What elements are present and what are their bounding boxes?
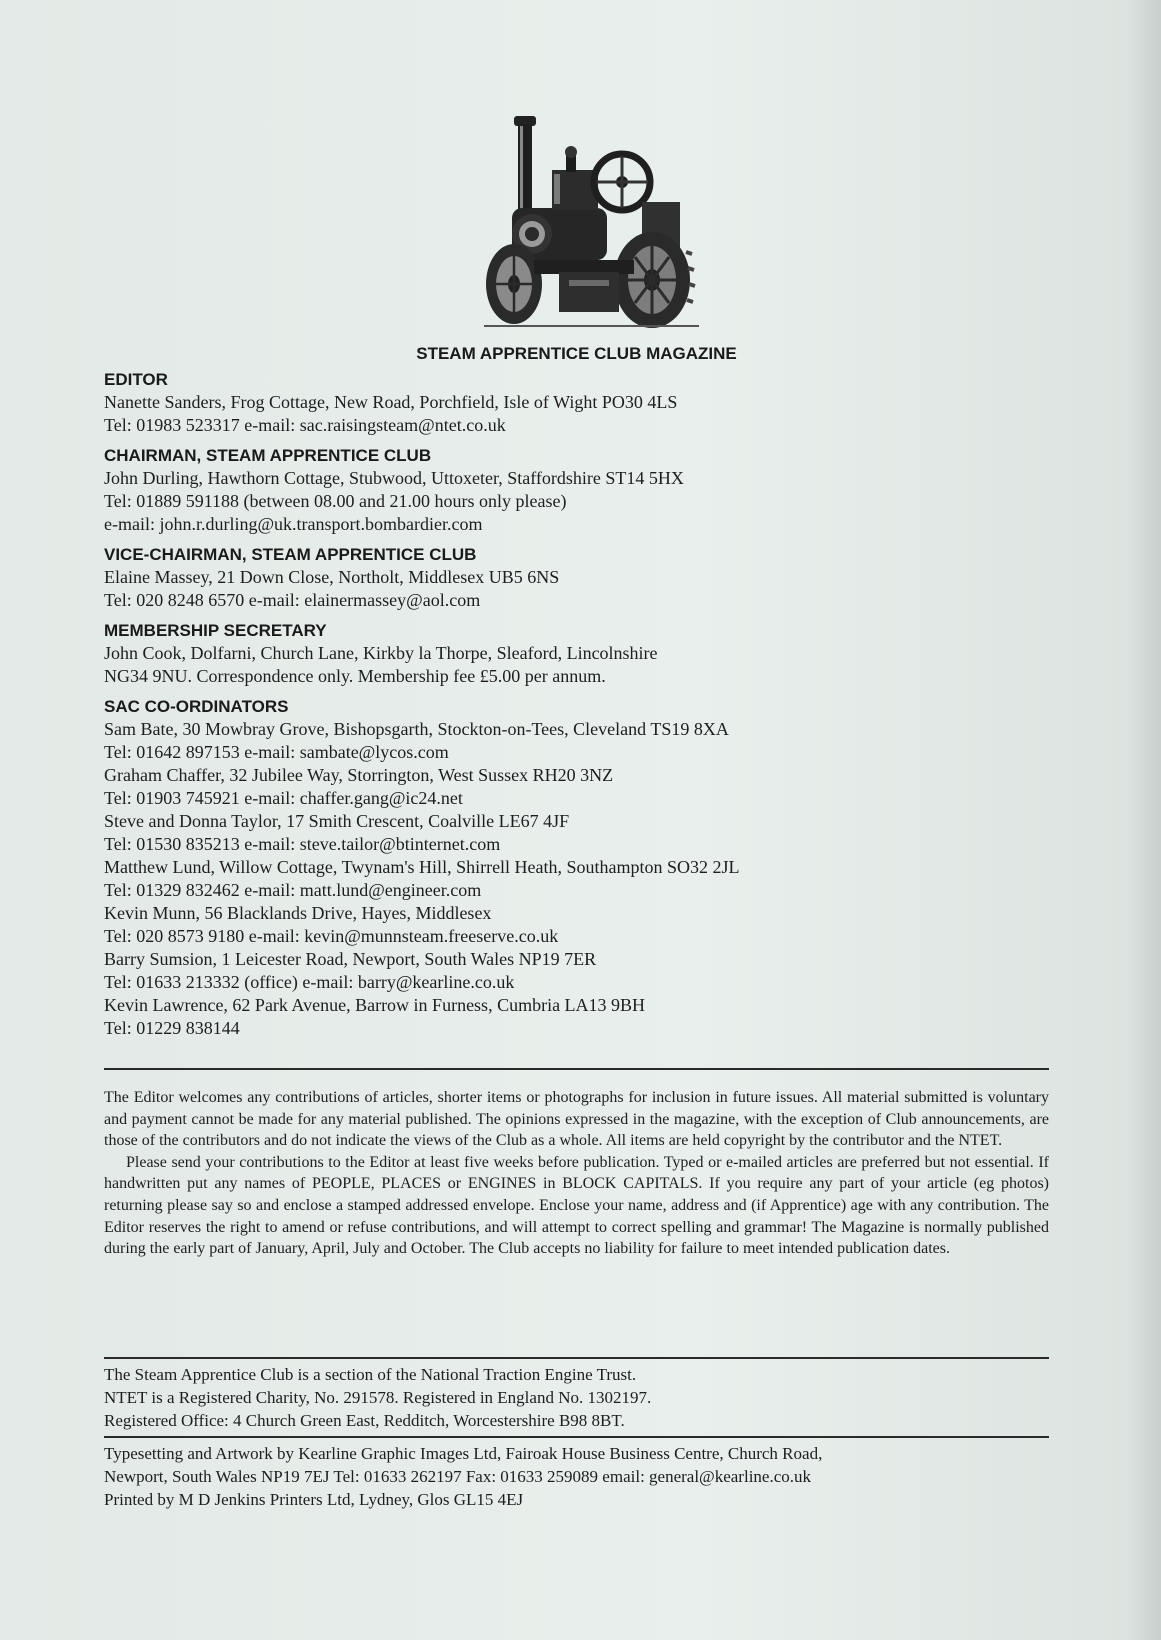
- coordinator-line: Matthew Lund, Willow Cottage, Twynam's Hill, Shirrell Heath, Southampton SO32 2JL: [104, 857, 740, 877]
- registration-line: NTET is a Registered Charity, No. 291578. Registered in England No. 1302197.: [104, 1388, 652, 1407]
- coordinator-line: Steve and Donna Taylor, 17 Smith Crescent, Coalville LE67 4JF: [104, 811, 570, 831]
- registration-info: [104, 1363, 1049, 1432]
- editor-address: Nanette Sanders, Frog Cottage, New Road, Porchfield, Isle of Wight PO30 4LS: [104, 392, 678, 412]
- coordinator-line: Tel: 01642 897153 e-mail: sambate@lycos.com: [104, 742, 449, 762]
- coordinator-line: Tel: 01229 838144: [104, 1018, 240, 1038]
- printing-info: [104, 1442, 1049, 1511]
- editor-section: [104, 369, 1049, 437]
- membership-address: John Cook, Dolfarni, Church Lane, Kirkby la Thorpe, Sleaford, Lincolnshire: [104, 643, 658, 663]
- section-heading: MEMBERSHIP SECRETARY: [104, 621, 327, 640]
- section-heading: SAC CO-ORDINATORS: [104, 697, 289, 716]
- chairman-section: [104, 445, 1049, 536]
- contributions-notice: [104, 1087, 1049, 1260]
- section-heading: EDITOR: [104, 370, 168, 389]
- coordinator-line: Kevin Lawrence, 62 Park Avenue, Barrow in Furness, Cumbria LA13 9BH: [104, 995, 646, 1015]
- divider: [104, 1357, 1049, 1359]
- coordinator-line: Barry Sumsion, 1 Leicester Road, Newport, South Wales NP19 7ER: [104, 949, 597, 969]
- membership-fee: NG34 9NU. Correspondence only. Membership fee £5.00 per annum.: [104, 666, 606, 686]
- membership-secretary-section: [104, 620, 1049, 688]
- coordinator-line: Tel: 020 8573 9180 e-mail: kevin@munnsteam.freeserve.co.uk: [104, 926, 559, 946]
- notice-paragraph: The Editor welcomes any contributions of articles, shorter items or photographs for inclusion in future issues. All material submitted is voluntary and payment cannot be made for any material published. The opinions expressed in the magazine, with the exception of Club announcements, are those of the contributors and do not indicate the views of the Club as a whole. All items are held copyright by the contributor and the NTET.: [104, 1089, 1049, 1150]
- coordinator-line: Kevin Munn, 56 Blacklands Drive, Hayes, Middlesex: [104, 903, 492, 923]
- vice-chairman-contact: Tel: 020 8248 6570 e-mail: elainermassey@aol.com: [104, 590, 481, 610]
- chairman-phone: Tel: 01889 591188 (between 08.00 and 21.00 hours only please): [104, 491, 567, 511]
- coordinator-line: Tel: 01903 745921 e-mail: chaffer.gang@ic24.net: [104, 788, 463, 808]
- printing-line: Printed by M D Jenkins Printers Ltd, Lydney, Glos GL15 4EJ: [104, 1490, 524, 1509]
- chairman-address: John Durling, Hawthorn Cottage, Stubwood, Uttoxeter, Staffordshire ST14 5HX: [104, 468, 684, 488]
- coordinators-section: [104, 696, 1049, 1040]
- coordinator-line: Tel: 01530 835213 e-mail: steve.tailor@btinternet.com: [104, 834, 501, 854]
- coordinator-line: Tel: 01329 832462 e-mail: matt.lund@engineer.com: [104, 880, 482, 900]
- magazine-title: STEAM APPRENTICE CLUB MAGAZINE: [416, 344, 737, 363]
- registration-line: The Steam Apprentice Club is a section of the National Traction Engine Trust.: [104, 1365, 637, 1384]
- section-heading: VICE-CHAIRMAN, STEAM APPRENTICE CLUB: [104, 545, 477, 564]
- divider: [104, 1436, 1049, 1438]
- divider: [104, 1068, 1049, 1070]
- vice-chairman-section: [104, 544, 1049, 612]
- editor-contact: Tel: 01983 523317 e-mail: sac.raisingsteam@ntet.co.uk: [104, 415, 506, 435]
- section-heading: CHAIRMAN, STEAM APPRENTICE CLUB: [104, 446, 432, 465]
- registration-line: Registered Office: 4 Church Green East, Redditch, Worcestershire B98 8BT.: [104, 1411, 625, 1430]
- traction-engine-icon: [474, 112, 704, 337]
- coordinator-line: Graham Chaffer, 32 Jubilee Way, Storrington, West Sussex RH20 3NZ: [104, 765, 614, 785]
- notice-paragraph: Please send your contributions to the Editor at least five weeks before publication. Typed or e-mailed articles are preferred but not essential. If handwritten put any names of PEOPLE, PLACES or ENGINES in BLOCK CAPITALS. If you require any part of your article (eg photos) returning please say so and enclose a stamped addressed envelope. Enclose your name, address and (if Apprentice) age with any contribution. The Editor reserves the right to amend or refuse contributions, and will attempt to correct spelling and grammar! The Magazine is normally published during the early part of January, April, July and October. The Club accepts no liability for failure to meet intended publication dates.: [104, 1153, 1049, 1258]
- vice-chairman-address: Elaine Massey, 21 Down Close, Northolt, Middlesex UB5 6NS: [104, 567, 560, 587]
- printing-line: Newport, South Wales NP19 7EJ Tel: 01633 262197 Fax: 01633 259089 email: general@kearline.co.uk: [104, 1467, 812, 1486]
- contacts-directory: [104, 369, 1049, 1048]
- coordinator-line: Sam Bate, 30 Mowbray Grove, Bishopsgarth, Stockton-on-Tees, Cleveland TS19 8XA: [104, 719, 729, 739]
- coordinator-line: Tel: 01633 213332 (office) e-mail: barry@kearline.co.uk: [104, 972, 515, 992]
- printing-line: Typesetting and Artwork by Kearline Graphic Images Ltd, Fairoak House Business Centre, Church Road,: [104, 1444, 823, 1463]
- chairman-email: e-mail: john.r.durling@uk.transport.bombardier.com: [104, 514, 483, 534]
